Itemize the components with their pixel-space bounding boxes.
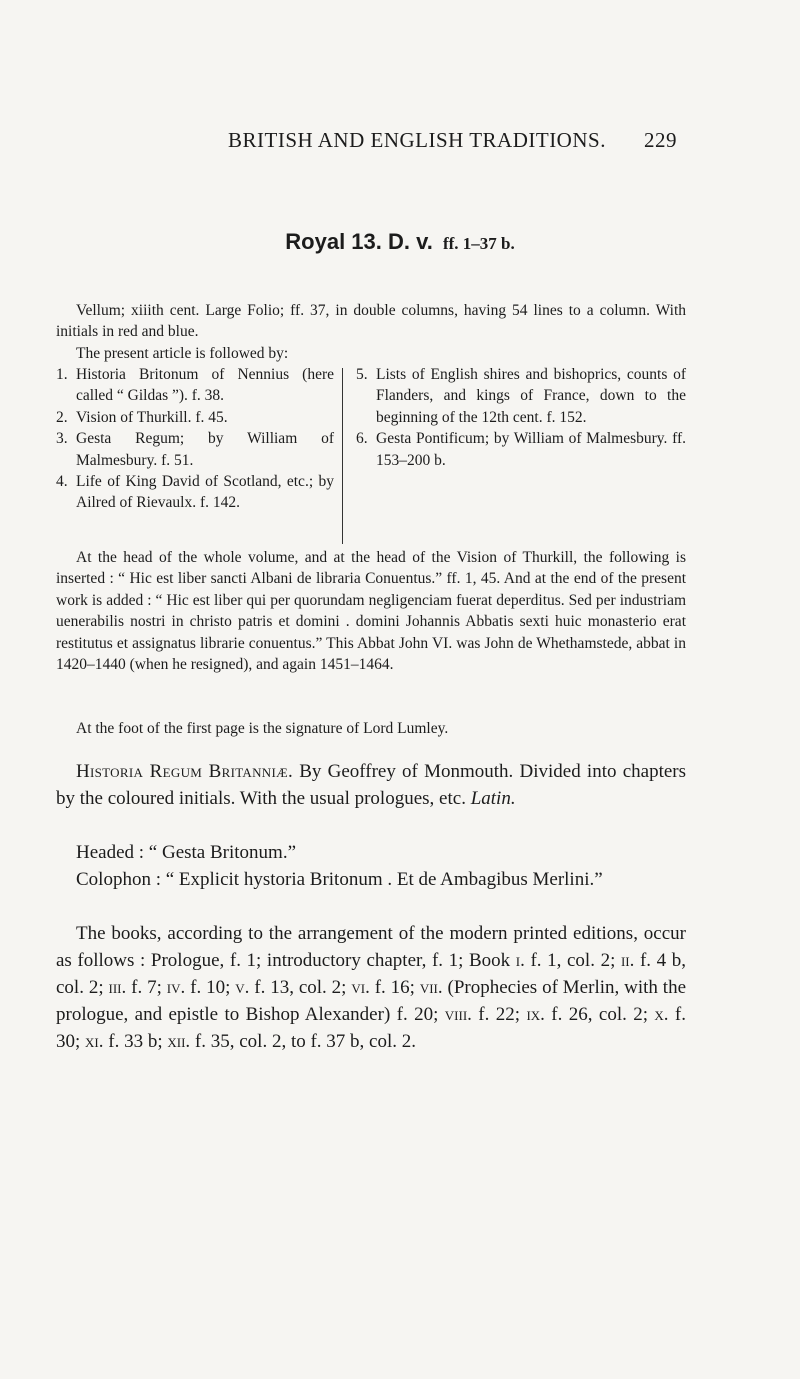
page-number: 229 <box>644 128 677 152</box>
followed-by-line: The present article is followed by: <box>76 345 289 362</box>
running-title: BRITISH AND ENGLISH TRADITIONS. <box>228 128 606 152</box>
list-item: 6. Gesta Pontificum; by William of Malmesbury. ff. 153–200 b. <box>356 430 686 469</box>
contents-right-column <box>356 364 686 471</box>
list-item: 5. Lists of English shires and bishoprics, counts of Flanders, and kings of France, down to the beginning of the 12th cent. f. 152. <box>356 366 686 426</box>
list-item: 1. Historia Britonum of Nennius (here called “ Gildas ”). f. 38. <box>56 366 334 405</box>
column-divider <box>342 368 343 544</box>
physical-description: Vellum; xiiith cent. Large Folio; ff. 37, in double columns, having 54 lines to a column. With initials in red and blue. <box>56 302 686 341</box>
work-author: By Geoffrey of Monmouth. Divided into chapters by the coloured initials. With the usual prologues, etc. <box>56 761 687 809</box>
historia-heading-paragraph <box>56 758 686 812</box>
colophon-line: Colophon : “ Explicit hystoria Britonum . Et de Ambagibus Merlini.” <box>76 869 603 890</box>
headed-line: Headed : “ Gesta Britonum.” <box>76 842 297 863</box>
inscription-paragraph: At the head of the whole volume, and at the head of the Vision of Thurkill, the following is inserted : “ Hic est liber sancti Albani de libraria Conuentus.” ff. 1, 45. And at the end of the present work is added : “ Hic est liber qui per quorundam negligenciam fuerat deperditus. Sed per industriam uenerabilis nostri in christo patris et domini . domini Johannis Abbatis sexti huic monasterio erat restitutus et assignatus librarie conuentus.” This Abbat John VI. was John de Whethamstede, abbat in 1420–1440 (when he resigned), and again 1451–1464. <box>56 549 686 674</box>
work-title: Historia Regum Britanniæ. <box>76 761 294 782</box>
contents-left-column <box>56 364 334 514</box>
books-paragraph: The books, according to the arrangement of the modern printed editions, occur as follows : Prologue, f. 1; introductory chapter, f. 1; Book i. f. 1, col. 2; ii. f. 4 b, col. 2; iii. f. 7; iv. f. 10; v. f. 13, col. 2; vi. f. 16; vii. (Prophecies of Merlin, with the prologue, and epistle to Bishop Alexander) f. 20; viii. f. 22; ix. f. 26, col. 2; x. f. 30; xi. f. 33 b; xii. f. 35, col. 2, to f. 37 b, col. 2. <box>56 923 687 1052</box>
work-language: Latin. <box>470 788 516 809</box>
signature-note: At the foot of the first page is the signature of Lord Lumley. <box>76 720 449 737</box>
contents-columns <box>56 364 686 545</box>
list-item: 4. Life of King David of Scotland, etc.; by Ailred of Rievaulx. f. 142. <box>56 473 334 512</box>
list-item: 2. Vision of Thurkill. f. 45. <box>56 408 228 426</box>
manuscript-title <box>0 229 800 255</box>
shelfmark: Royal 13. D. v. <box>285 229 433 254</box>
list-item: 3. Gesta Regum; by William of Malmesbury. f. 51. <box>56 430 334 469</box>
folio-range: ff. 1–37 b. <box>442 234 515 253</box>
